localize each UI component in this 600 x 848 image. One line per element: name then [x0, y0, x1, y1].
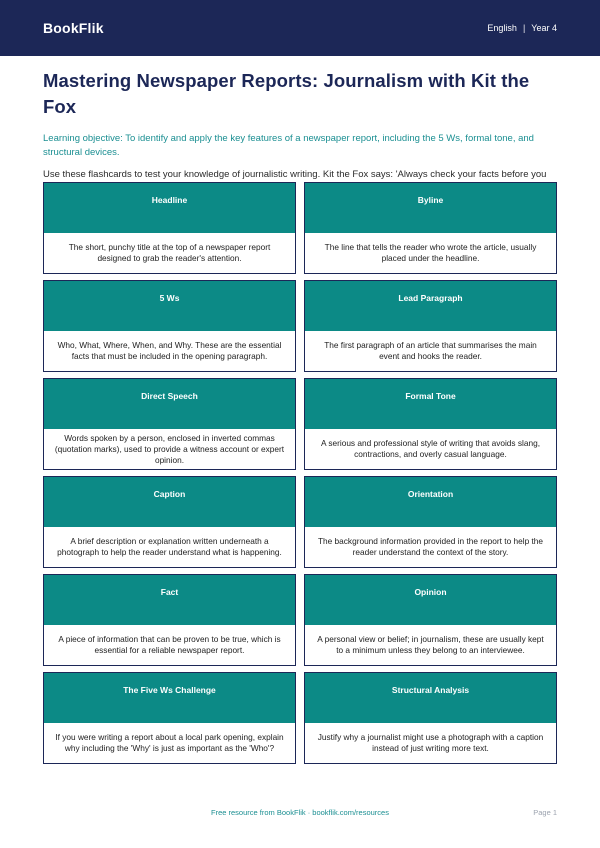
page-content	[0, 68, 600, 195]
flashcard-term: Opinion	[305, 575, 556, 625]
flashcard-definition: The first paragraph of an article that summarises the main event and hooks the reader.	[305, 331, 556, 371]
flashcard-grid	[43, 182, 557, 764]
flashcard-term: Lead Paragraph	[305, 281, 556, 331]
flashcard-definition: The background information provided in the report to help the reader understand the context of the story.	[305, 527, 556, 567]
flashcard-definition: The short, punchy title at the top of a newspaper report designed to grab the reader's attention.	[44, 233, 295, 273]
flashcard-definition: The line that tells the reader who wrote the article, usually placed under the headline.	[305, 233, 556, 273]
flashcard-definition: A personal view or belief; in journalism, these are usually kept to a minimum unless they belong to an interviewee.	[305, 625, 556, 665]
page-number: Page 1	[533, 808, 557, 817]
flashcard[interactable]	[43, 476, 296, 568]
top-bar	[0, 0, 600, 56]
flashcard[interactable]	[304, 672, 557, 764]
subject-label: English	[487, 23, 517, 33]
flashcard-definition: Words spoken by a person, enclosed in inverted commas (quotation marks), used to provide a witness account or expert opinion.	[44, 429, 295, 469]
brand-logo[interactable]: BookFlik	[43, 20, 104, 36]
flashcard[interactable]	[43, 280, 296, 372]
flashcard-term: Formal Tone	[305, 379, 556, 429]
flashcard-definition: If you were writing a report about a local park opening, explain why including the 'Why' is just as important as the 'Who'?	[44, 723, 295, 763]
flashcard[interactable]	[43, 574, 296, 666]
footer-credit-link[interactable]: Free resource from BookFlik · bookflik.com/resources	[211, 808, 389, 817]
flashcard-definition: A serious and professional style of writing that avoids slang, contractions, and overly casual language.	[305, 429, 556, 469]
flashcard-term: Structural Analysis	[305, 673, 556, 723]
flashcard-term: Headline	[44, 183, 295, 233]
flashcard[interactable]	[43, 672, 296, 764]
year-label: Year 4	[531, 23, 557, 33]
flashcard-definition: A piece of information that can be proven to be true, which is essential for a reliable newspaper report.	[44, 625, 295, 665]
flashcard-term: Caption	[44, 477, 295, 527]
flashcard-term: Direct Speech	[44, 379, 295, 429]
flashcard-term: Byline	[305, 183, 556, 233]
flashcard[interactable]	[304, 378, 557, 470]
page-footer	[0, 808, 600, 817]
flashcard-term: 5 Ws	[44, 281, 295, 331]
subject-year	[487, 23, 557, 33]
flashcard[interactable]	[43, 378, 296, 470]
intro-text: Use these flashcards to test your knowledge of journalistic writing. Kit the Fox says: 'Always check your facts before you	[43, 169, 547, 180]
flashcard-term: Orientation	[305, 477, 556, 527]
flashcard[interactable]	[304, 280, 557, 372]
flashcard[interactable]	[304, 182, 557, 274]
flashcard[interactable]	[43, 182, 296, 274]
page-title: Mastering Newspaper Reports: Journalism with Kit the Fox	[43, 70, 530, 117]
flashcard[interactable]	[304, 476, 557, 568]
learning-objective: Learning objective: To identify and apply the key features of a newspaper report, including the 5 Ws, formal tone, and structural devices.	[43, 133, 534, 158]
flashcard-definition: Who, What, Where, When, and Why. These are the essential facts that must be included in the opening paragraph.	[44, 331, 295, 371]
flashcard[interactable]	[304, 574, 557, 666]
flashcard-definition: Justify why a journalist might use a photograph with a caption instead of just writing more text.	[305, 723, 556, 763]
flashcard-definition: A brief description or explanation written underneath a photograph to help the reader understand what is happening.	[44, 527, 295, 567]
meta-separator: |	[522, 23, 526, 33]
flashcard-term: Fact	[44, 575, 295, 625]
flashcard-term: The Five Ws Challenge	[44, 673, 295, 723]
